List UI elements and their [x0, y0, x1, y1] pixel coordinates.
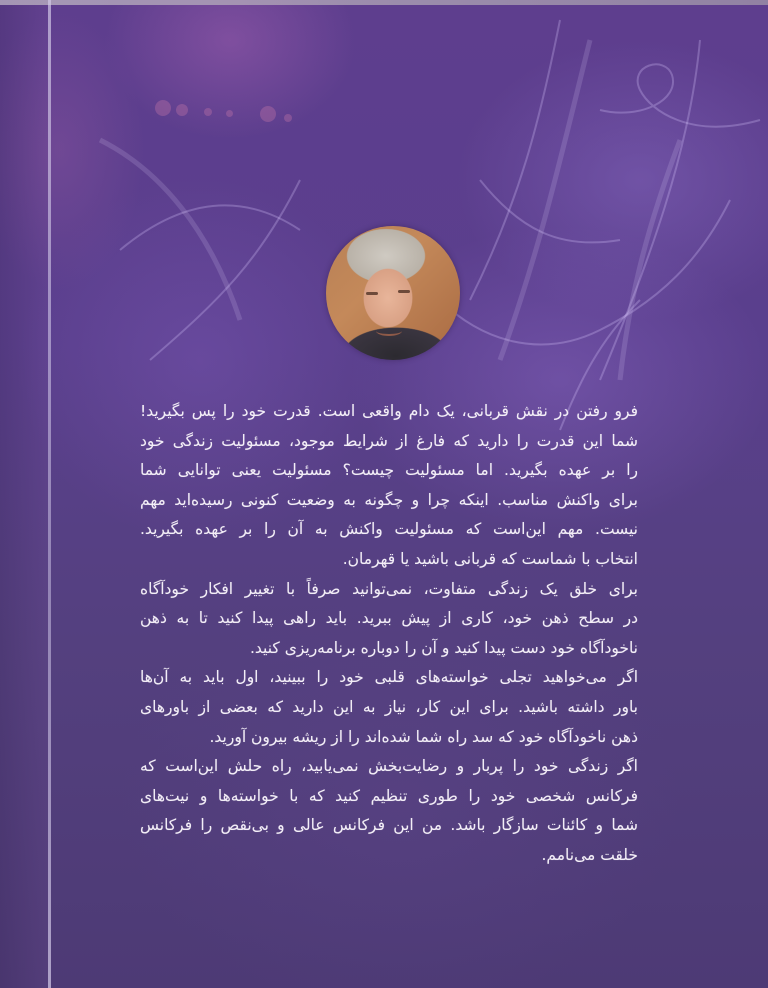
- blurb-line: برای خلق یک زندگی متفاوت، نمی‌توانید صرفاً با تغییر افکار خودآگاه: [140, 579, 638, 598]
- blurb-line: ذهن ناخودآگاه خود که سد راه شما شده‌اند را از ریشه بیرون آورید.: [209, 727, 638, 746]
- blurb-line: را بر عهده بگیرید. اما مسئولیت چیست؟ مسئولیت یعنی توانایی شما: [140, 461, 638, 480]
- spine-area: [0, 0, 48, 988]
- blurb-line: اگر می‌خواهید تجلی خواسته‌های قلبی خود را ببینید، اول باید به آن‌ها: [140, 668, 638, 687]
- blurb-line: شما این قدرت را دارید که فارغ از شرایط موجود، مسئولیت زندگی خود: [140, 431, 638, 450]
- bokeh-dot: [155, 100, 171, 116]
- blurb-line: ناخودآگاه خود دست پیدا کنید و آن را دوباره برنامه‌ریزی کنید.: [249, 638, 638, 657]
- blurb-line: انتخاب با شماست که قربانی باشید یا قهرمان.: [342, 549, 638, 568]
- bokeh-dot: [226, 110, 233, 117]
- spine-fold-line: [48, 0, 51, 988]
- author-photo-eye: [366, 292, 378, 295]
- blurb-line: فرکانس شخصی خود را طوری تنظیم کنید که با خواسته‌ها و نیت‌های: [140, 786, 638, 805]
- blurb-line: برای واکنش مناسب. اینکه چرا و چگونه به وضعیت کنونی رسیده‌اید مهم: [140, 490, 638, 509]
- blurb-text: [140, 397, 638, 871]
- bokeh-dot: [284, 114, 292, 122]
- author-photo-eye: [398, 290, 410, 293]
- bokeh-dot: [176, 104, 188, 116]
- author-photo: [326, 226, 460, 360]
- blurb-line: فرو رفتن در نقش قربانی، یک دام واقعی است. قدرت خود را پس بگیرید!: [140, 402, 638, 420]
- bokeh-dot: [204, 108, 212, 116]
- blurb-line: باور داشته باشید. برای این کار، نیاز به این دارید که بعضی از باورهای: [140, 697, 638, 716]
- blurb-line: نیست. مهم این‌است که مسئولیت واکنش به آن را بر عهده بگیرید.: [140, 520, 638, 539]
- blurb-line: در سطح ذهن خود، کاری از پیش ببرید. باید راهی پیدا کنید تا به ذهن: [140, 609, 638, 628]
- blurb-line: اگر زندگی خود را پربار و رضایت‌بخش نمی‌یابید، راه حلش این‌است که: [140, 757, 638, 776]
- author-photo-smile: [376, 326, 402, 336]
- bokeh-dot: [260, 106, 276, 122]
- blurb-line: خلقت می‌نامم.: [541, 845, 638, 864]
- top-edge: [0, 0, 768, 5]
- blurb-line: شما و کائنات سازگار باشد. من این فرکانس عالی و بی‌نقص را فرکانس: [140, 816, 638, 835]
